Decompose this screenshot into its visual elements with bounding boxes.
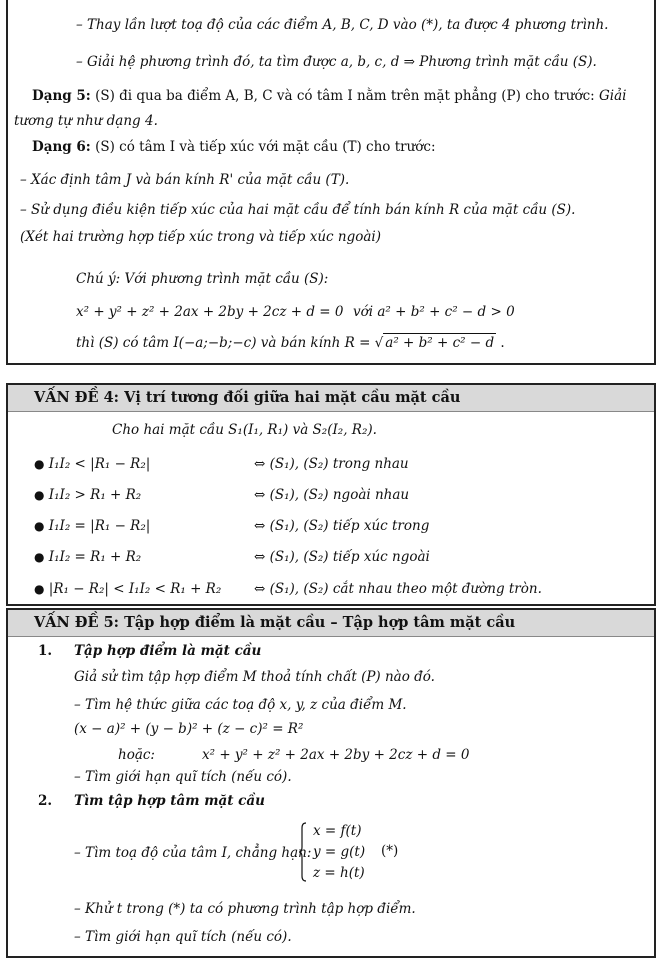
subsection-2-number: 2. [38,793,53,809]
row-condition: I₁I₂ > R₁ + R₂ [48,487,142,503]
step-substitute: – Thay lần lượt toạ độ của các điểm A, B, C, D vào (*), ta được 4 phương trình. [76,17,609,33]
form-5-text: (S) đi qua ba điểm A, B, C và có tâm I nằm trên mặt phẳng (P) cho trước: [90,88,599,104]
note-center-text: thì (S) có tâm I(−a;−b;−c) và bán kính R = [76,335,375,351]
form-5-line1 [32,87,626,105]
form-6-line1 [32,138,436,156]
note-equation: x² + y² + z² + 2ax + 2by + 2cz + d = 0 [76,304,344,320]
section-4-header: VẤN ĐỀ 4: Vị trí tương đối giữa hai mặt cầu mặt cầu [8,385,654,412]
form-5-italic: Giải [598,88,627,104]
row-result: ⇔ (S₁), (S₂) ngoài nhau [254,487,410,503]
bullet-icon: ● [34,519,45,533]
row-condition: |R₁ − R₂| < I₁I₂ < R₁ + R₂ [48,581,222,597]
bullet-icon: ● [34,488,45,502]
row-condition: I₁I₂ = |R₁ − R₂| [48,518,151,534]
note-line3: thì (S) có tâm I(−a;−b;−c) và bán kính R = √ a² + b² + c² − d . [76,335,505,351]
subsection-1-title: Tập hợp điểm là mặt cầu [74,643,262,659]
list-item [34,548,141,566]
note-end: . [496,335,505,351]
bullet-icon: ● [34,457,45,471]
form-5-label: Dạng 5: [32,88,91,104]
bullet-icon: ● [34,550,45,564]
sphere-equation: (x − a)² + (y − b)² + (z − c)² = R² [74,721,304,737]
list-item [34,580,221,598]
form-6-text: (S) có tâm I và tiếp xúc với mặt cầu (T) cho trước: [90,139,436,155]
subsection-1-number: 1. [38,643,53,659]
subsection-2-eliminate: – Khử t trong (*) ta có phương trình tập hợp điểm. [74,901,416,917]
subsection-2-step: – Tìm toạ độ của tâm I, chẳng hạn: [74,845,312,861]
note-condition: với a² + b² + c² − d > 0 [353,304,515,320]
row-result: ⇔ (S₁), (S₂) tiếp xúc trong [254,518,430,534]
note-line1: Chú ý: Với phương trình mặt cầu (S): [76,271,329,287]
system-row-y: y = g(t) [313,844,366,860]
list-item [34,486,141,504]
list-item [34,517,150,535]
subsection-2-limit: – Tìm giới hạn quĩ tích (nếu có). [74,929,292,945]
left-brace-icon [299,822,307,882]
section-van-de-4 [6,383,656,606]
system-row-z: z = h(t) [313,865,365,881]
form-6-label: Dạng 6: [32,139,91,155]
form-5-line2: tương tự như dạng 4. [14,113,158,129]
form-6-step-c: (Xét hai trường hợp tiếp xúc trong và tiếp xúc ngoài) [20,229,381,245]
system-row-x: x = f(t) [313,823,362,839]
row-condition: I₁I₂ = R₁ + R₂ [48,549,142,565]
list-item [34,455,150,473]
step-solve: – Giải hệ phương trình đó, ta tìm được a, b, c, d ⇒ Phương trình mặt cầu (S). [76,54,597,70]
section-van-de-5 [6,608,656,958]
section-5-header: VẤN ĐỀ 5: Tập hợp điểm là mặt cầu – Tập hợp tâm mặt cầu [8,610,654,637]
section-4-intro: Cho hai mặt cầu S₁(I₁, R₁) và S₂(I₂, R₂). [112,422,377,438]
subsection-1-intro: Giả sử tìm tập hợp điểm M thoả tính chất (P) nào đó. [74,669,435,685]
row-condition: I₁I₂ < |R₁ − R₂| [48,456,151,472]
section-sphere-forms [6,0,656,365]
note-radius-sqrt: a² + b² + c² − d [385,335,495,351]
row-result: ⇔ (S₁), (S₂) cắt nhau theo một đường tròn. [254,581,542,597]
or-label: hoặc: [118,747,155,763]
row-result: ⇔ (S₁), (S₂) trong nhau [254,456,409,472]
general-equation: x² + y² + z² + 2ax + 2by + 2cz + d = 0 [202,747,470,763]
row-result: ⇔ (S₁), (S₂) tiếp xúc ngoài [254,549,430,565]
subsection-1-limit: – Tìm giới hạn quĩ tích (nếu có). [74,769,292,785]
system-star: (*) [381,843,399,859]
parametric-system [299,822,419,884]
subsection-1-step: – Tìm hệ thức giữa các toạ độ x, y, z của điểm M. [74,697,407,713]
form-6-step-b: – Sử dụng điều kiện tiếp xúc của hai mặt cầu để tính bán kính R của mặt cầu (S). [20,202,576,218]
form-6-step-a: – Xác định tâm J và bán kính R' của mặt cầu (T). [20,172,350,188]
subsection-2-title: Tìm tập hợp tâm mặt cầu [74,793,265,809]
bullet-icon: ● [34,582,45,596]
